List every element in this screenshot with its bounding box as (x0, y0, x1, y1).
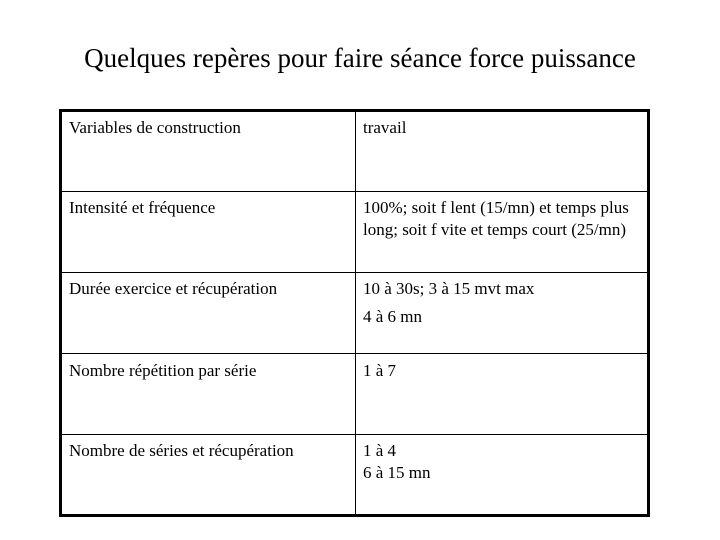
row-value (356, 354, 649, 435)
row-value-line: 1 à 7 (363, 361, 397, 380)
row-label: Intensité et fréquence (61, 192, 356, 273)
row-value (356, 273, 649, 354)
table-row-construction-variables (61, 111, 649, 192)
row-value-line: 1 à 4 (363, 441, 397, 460)
row-value-line: travail (363, 118, 407, 137)
row-value (356, 111, 649, 192)
row-value (356, 435, 649, 516)
row-value-line: 6 à 15 mn (363, 463, 431, 482)
row-label: Variables de construction (61, 111, 356, 192)
training-parameters-table (59, 109, 650, 517)
slide-title: Quelques repères pour faire séance force puissance (84, 43, 636, 73)
row-label: Nombre de séries et récupération (61, 435, 356, 516)
table-row-intensity-frequency (61, 192, 649, 273)
row-label: Nombre répétition par série (61, 354, 356, 435)
row-value-line: 10 à 30s; 3 à 15 mvt max (363, 279, 535, 298)
row-value-line: 100%; soit f lent (15/mn) et temps plus long; soit f vite et temps court (25/mn) (363, 198, 629, 239)
row-value (356, 192, 649, 273)
table-row-repetitions-per-set (61, 354, 649, 435)
table-row-duration-recovery (61, 273, 649, 354)
table-row-sets-recovery (61, 435, 649, 516)
row-label: Durée exercice et récupération (61, 273, 356, 354)
row-value-line: 4 à 6 mn (363, 307, 423, 326)
